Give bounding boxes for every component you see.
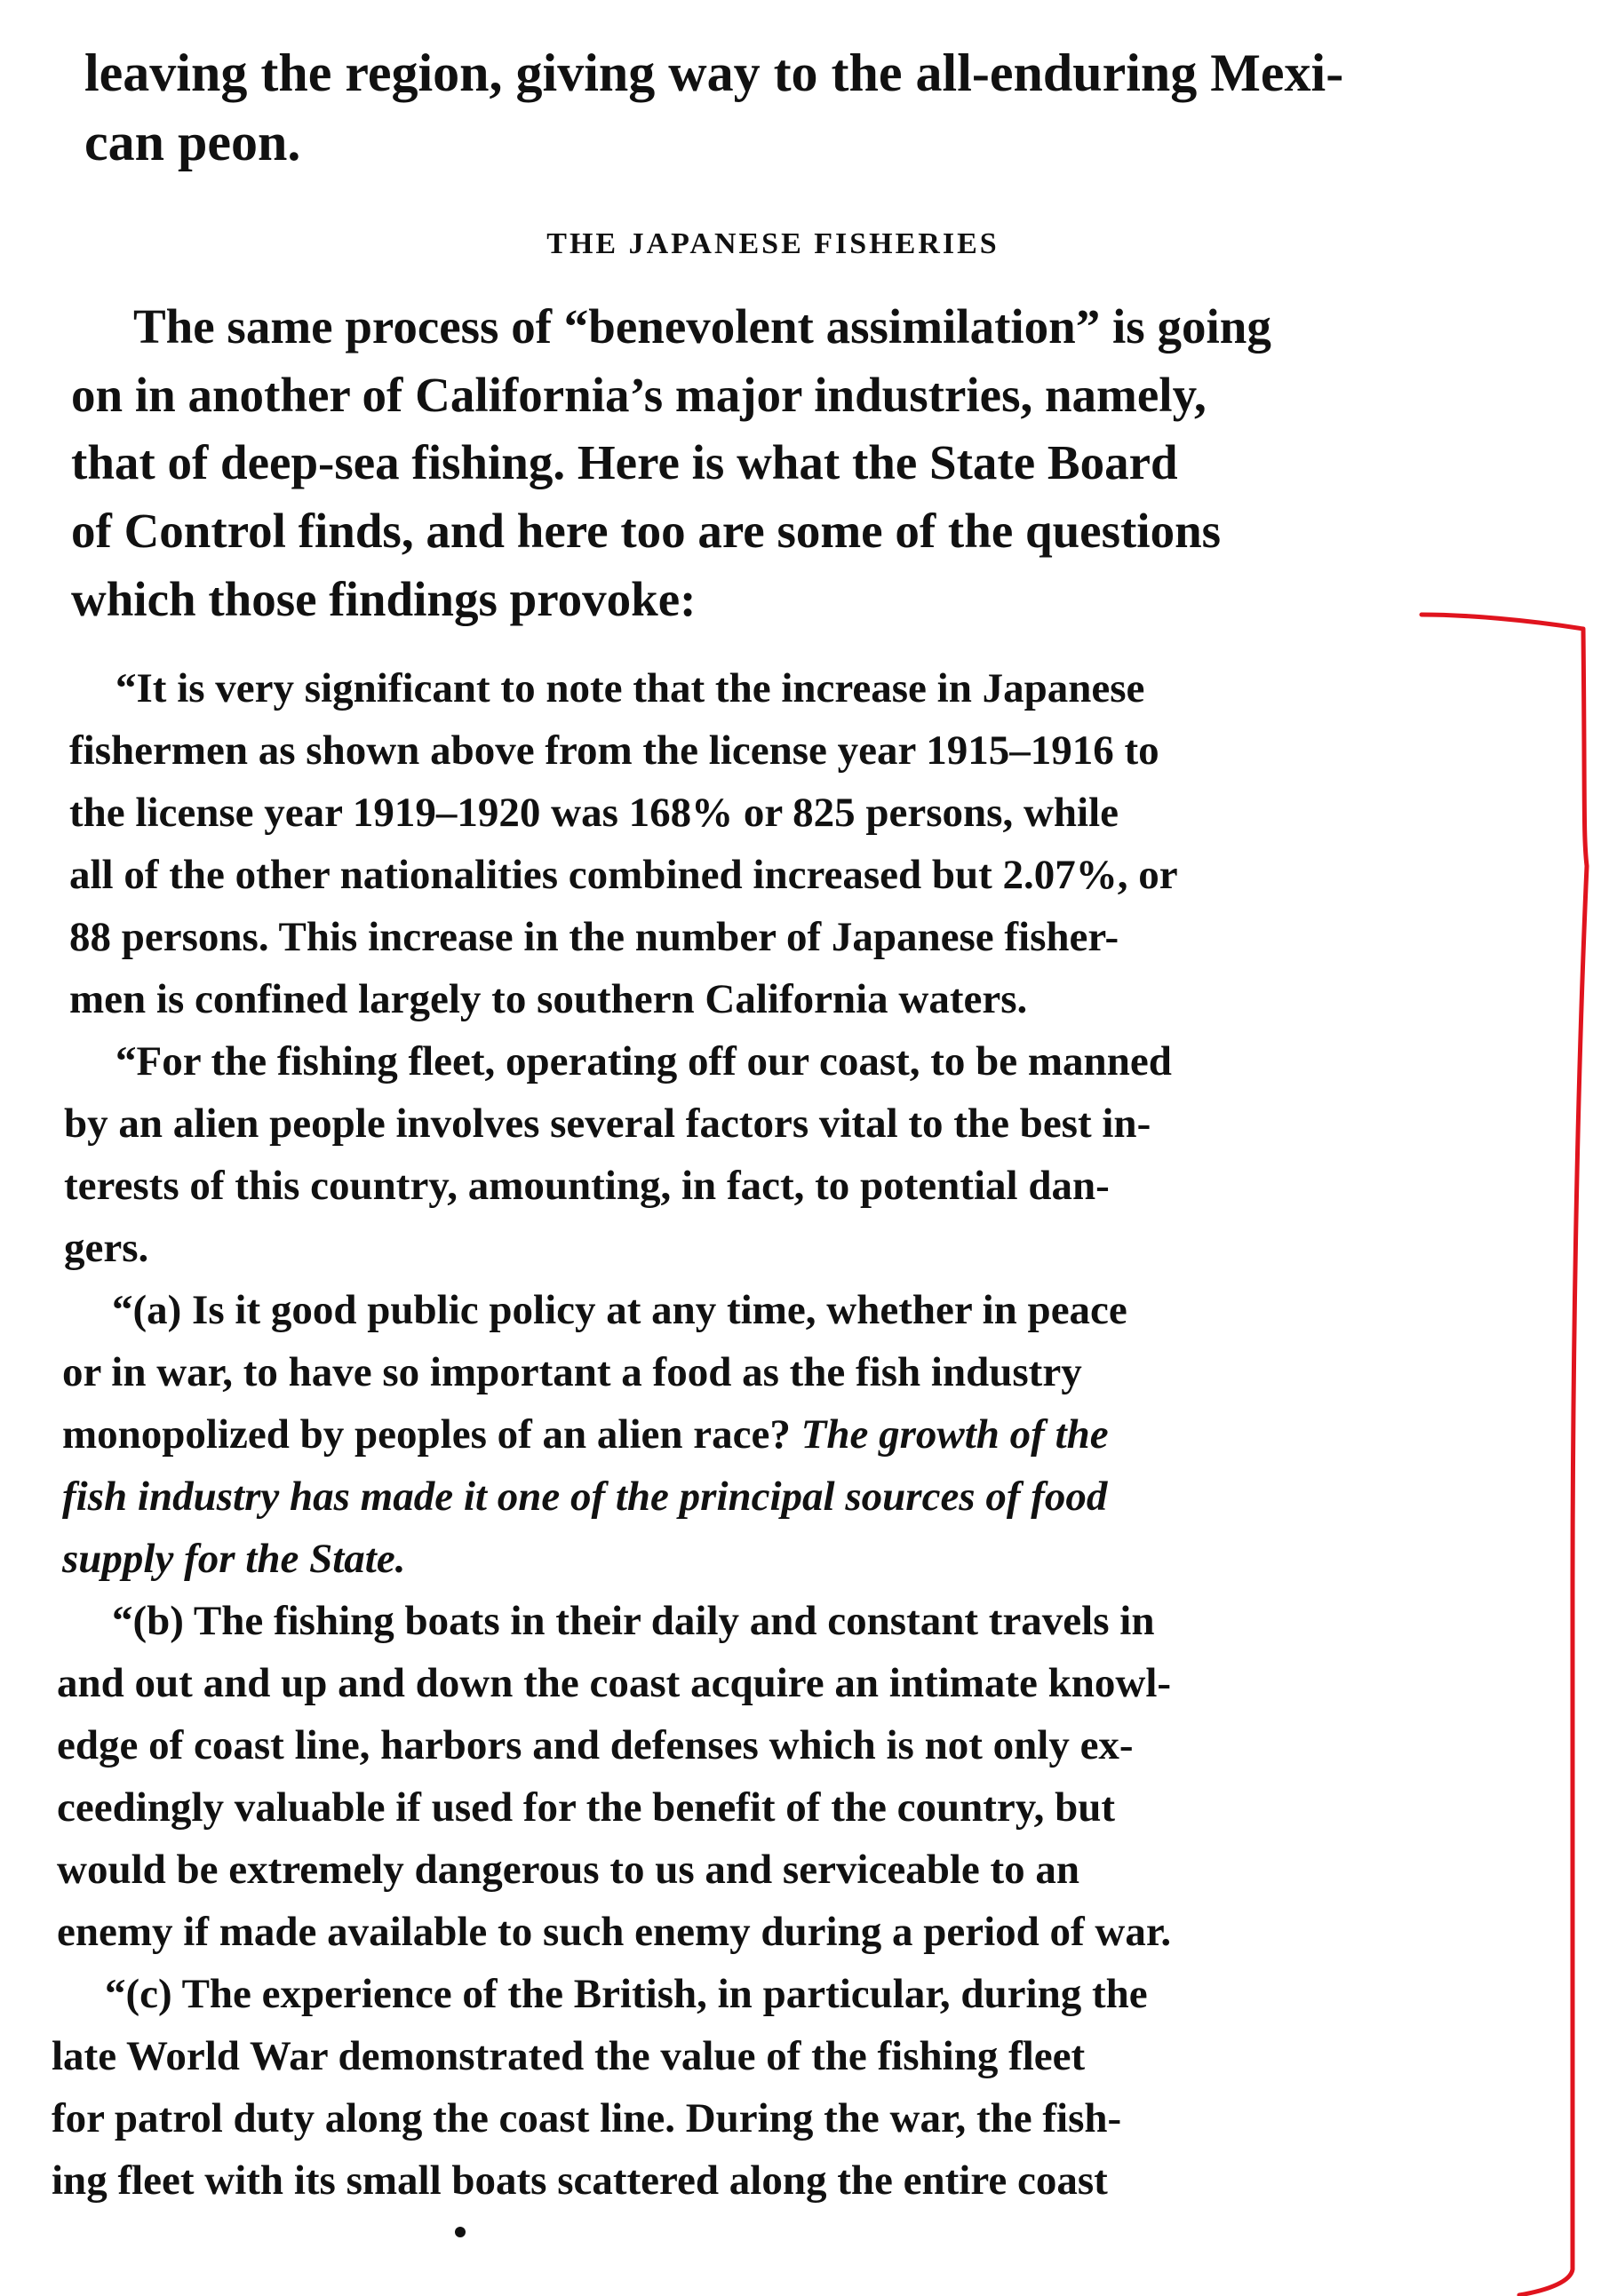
- quote-pa-line-5: supply for the State.: [62, 1536, 406, 1582]
- quote-p1-line-4: all of the other nationalities combined increased but 2.07%, or: [69, 852, 1178, 898]
- intro-line-5: which those findings provoke:: [71, 572, 697, 626]
- page-dot-mark: [455, 2227, 466, 2237]
- intro-line-4: of Control finds, and here too are some of the questions: [71, 504, 1222, 558]
- red-bracket-stroke: [1422, 615, 1587, 2295]
- opening-line-1: leaving the region, giving way to the all-enduring Mexi-: [84, 44, 1344, 102]
- quote-pb-line-1: “(b) The fishing boats in their daily and constant travels in: [112, 1598, 1155, 1644]
- intro-line-3: that of deep-sea fishing. Here is what the State Board: [71, 435, 1178, 489]
- quote-pa-line-4: fish industry has made it one of the principal sources of food: [62, 1474, 1108, 1520]
- quote-p2-line-4: gers.: [64, 1225, 149, 1271]
- quote-pc-line-3: for patrol duty along the coast line. During the war, the fish-: [52, 2095, 1122, 2141]
- quote-pb-line-3: edge of coast line, harbors and defenses which is not only ex-: [57, 1722, 1134, 1768]
- quote-pa-line-3-italic: The growth of the: [801, 1411, 1109, 1458]
- quote-p1-line-2: fishermen as shown above from the license year 1915–1916 to: [69, 727, 1159, 774]
- quote-pc-line-1: “(c) The experience of the British, in particular, during the: [105, 1971, 1148, 2017]
- quote-pb-line-2: and out and up and down the coast acquire an intimate knowl-: [57, 1660, 1172, 1706]
- quote-p1-line-1: “It is very significant to note that the increase in Japanese: [116, 665, 1145, 711]
- opening-line-2: can peon.: [84, 113, 301, 171]
- quote-pa-line-3: [62, 1411, 1109, 1458]
- quote-p1-line-6: men is confined largely to southern California waters.: [69, 976, 1028, 1022]
- quote-pb-line-5: would be extremely dangerous to us and serviceable to an: [57, 1847, 1080, 1893]
- quote-pc-line-2: late World War demonstrated the value of the fishing fleet: [52, 2033, 1086, 2079]
- quote-pc-line-4: ing fleet with its small boats scattered along the entire coast: [52, 2157, 1108, 2204]
- quote-p2-line-1: “For the fishing fleet, operating off our coast, to be manned: [116, 1038, 1172, 1084]
- intro-line-1: The same process of “benevolent assimilation” is going: [133, 299, 1271, 354]
- quote-pb-line-4: ceedingly valuable if used for the benefit of the country, but: [57, 1784, 1116, 1831]
- quote-p2-line-2: by an alien people involves several factors vital to the best in-: [64, 1100, 1151, 1147]
- quote-pa-line-3-plain: monopolized by peoples of an alien race?: [62, 1411, 801, 1458]
- quote-p1-line-5: 88 persons. This increase in the number of Japanese fisher-: [69, 914, 1119, 960]
- quote-p2-line-3: terests of this country, amounting, in fact, to potential dan-: [64, 1163, 1110, 1209]
- quote-p1-line-3: the license year 1919–1920 was 168% or 825 persons, while: [69, 790, 1119, 836]
- quote-pb-line-6: enemy if made available to such enemy during a period of war.: [57, 1909, 1172, 1955]
- quote-pa-line-1: “(a) Is it good public policy at any time, whether in peace: [112, 1287, 1127, 1333]
- quote-pa-line-2: or in war, to have so important a food as the fish industry: [62, 1349, 1082, 1395]
- section-heading: THE JAPANESE FISHERIES: [546, 227, 1000, 260]
- intro-line-2: on in another of California’s major industries, namely,: [71, 368, 1207, 422]
